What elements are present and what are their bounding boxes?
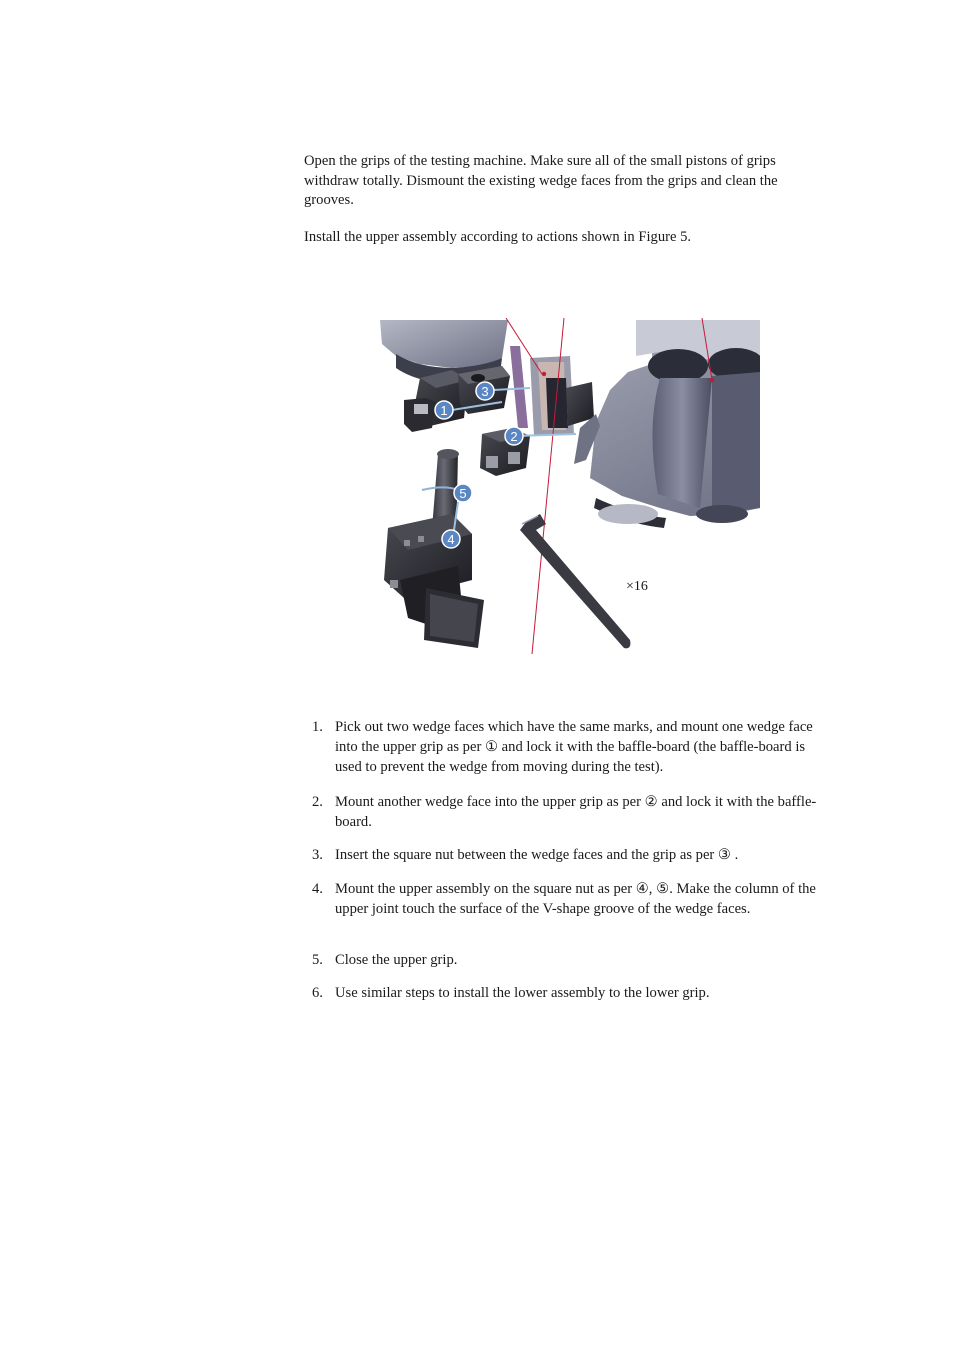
callout-4	[442, 530, 460, 548]
allen-key	[520, 514, 630, 648]
step-5	[304, 950, 826, 970]
step-1	[304, 717, 826, 777]
assembly-figure	[360, 318, 760, 654]
assembly-illustration	[360, 318, 760, 654]
step-number: 1.	[312, 719, 323, 735]
svg-text:3: 3	[481, 384, 489, 399]
svg-text:2: 2	[510, 429, 518, 444]
step-text: Close the upper grip.	[335, 952, 458, 968]
step-6	[304, 983, 826, 1003]
step-3	[304, 845, 826, 865]
callout-1	[435, 401, 453, 419]
intro-paragraph: Open the grips of the testing machine. Make sure all of the small pistons of grips withdraw totally. Dismount the existing wedge faces from the grips and clean the grooves.	[304, 153, 778, 208]
step-number: 4.	[312, 881, 323, 897]
svg-text:5: 5	[459, 486, 467, 501]
step-number: 3.	[312, 847, 323, 863]
upper-joint	[384, 449, 484, 648]
step-text: Mount the upper assembly on the square nut as per ④, ⑤. Make the column of the upper joint touch the surface of the V-shape groove of the wedge faces.	[335, 881, 816, 917]
step-text: Use similar steps to install the lower assembly to the lower grip.	[335, 985, 710, 1001]
callout-5	[454, 484, 472, 502]
callout-3	[476, 382, 494, 400]
step-text: Pick out two wedge faces which have the same marks, and mount one wedge face into the upper grip as per ① and lock it with the baffle-board (the baffle-board is used to prevent the wedge from moving during the test).	[335, 719, 813, 775]
step-2	[304, 792, 826, 832]
quantity-label: ×16	[626, 579, 648, 594]
callout-2	[505, 427, 523, 445]
step-number: 6.	[312, 985, 323, 1001]
step-text: Insert the square nut between the wedge faces and the grip as per ③ .	[335, 847, 739, 863]
step-4	[304, 879, 826, 919]
svg-text:1: 1	[440, 403, 448, 418]
step-text: Mount another wedge face into the upper grip as per ② and lock it with the baffle-board.	[335, 794, 817, 830]
step-number: 5.	[312, 952, 323, 968]
svg-text:4: 4	[447, 532, 455, 547]
install-instruction-paragraph: Install the upper assembly according to actions shown in Figure 5.	[304, 229, 692, 245]
step-number: 2.	[312, 794, 323, 810]
